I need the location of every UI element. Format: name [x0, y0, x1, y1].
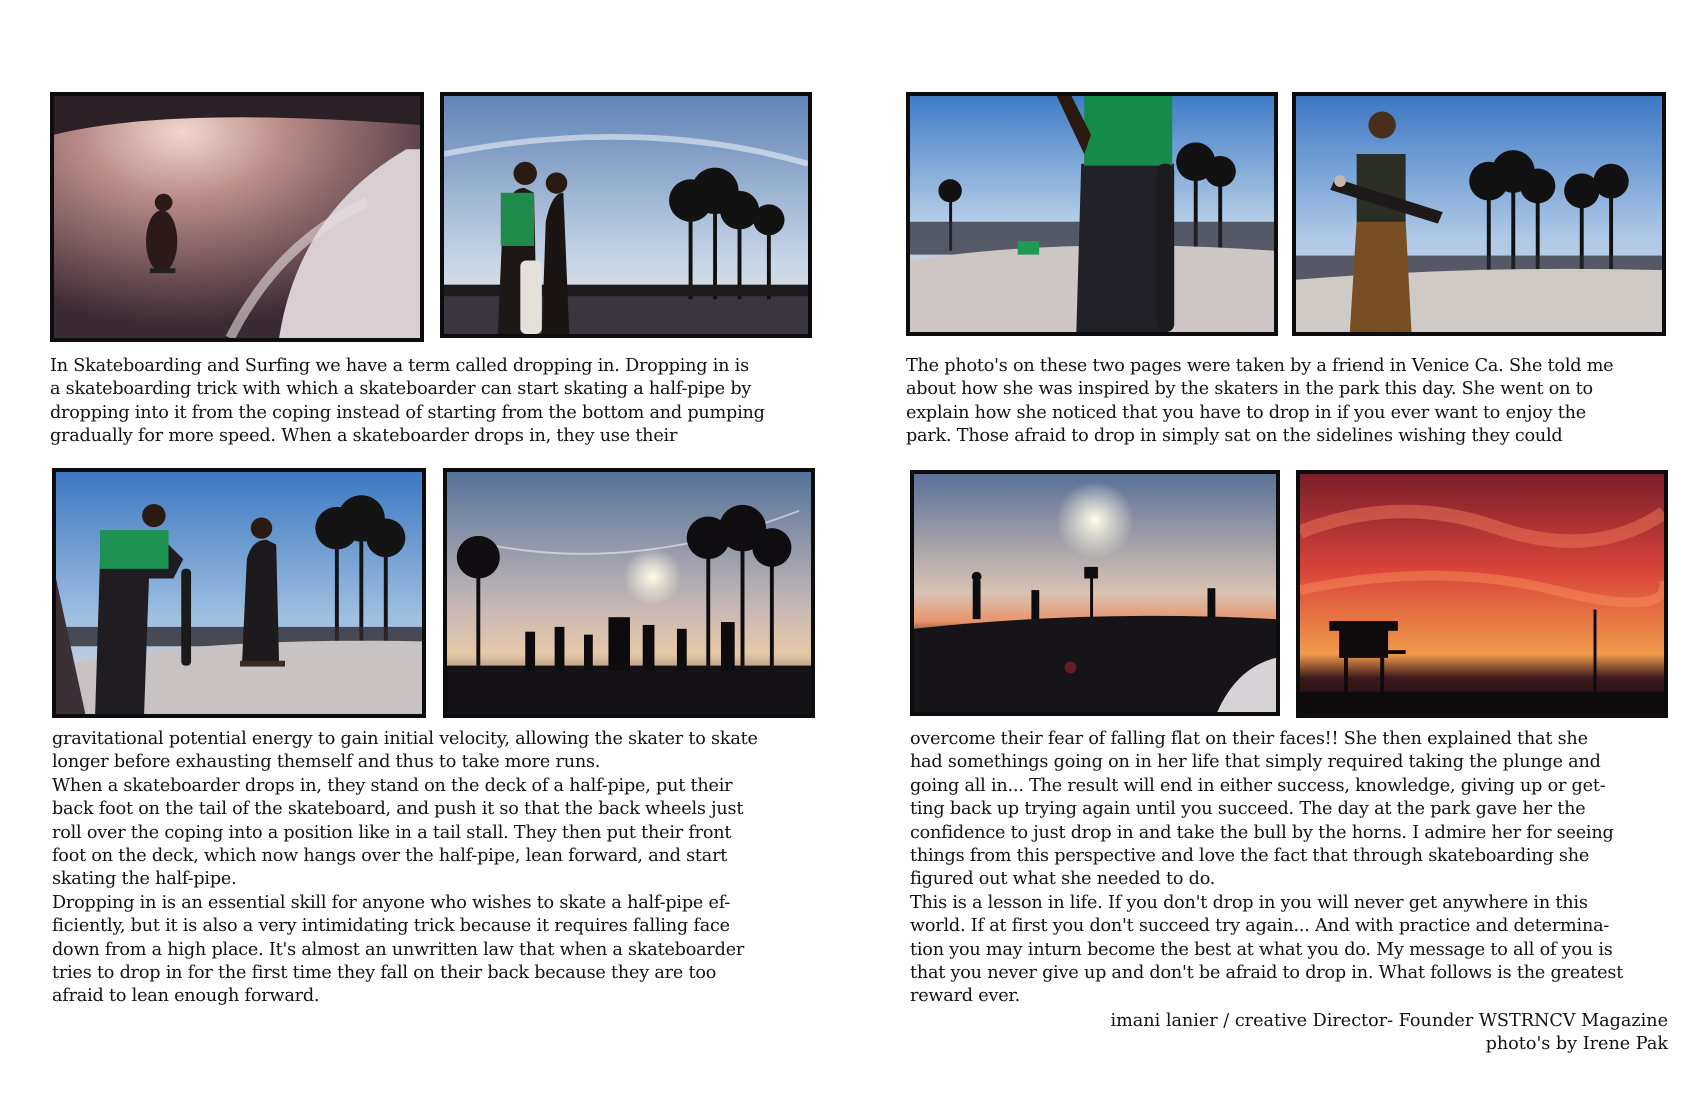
text-line: back foot on the tail of the skateboard, and push it so that the back wheels just [52, 799, 744, 820]
sunset-silhouettes-bowl-photo [910, 470, 1280, 716]
text-line: In Skateboarding and Surfing we have a term called dropping in. Dropping in is [50, 356, 749, 376]
text-line: When a skateboarder drops in, they stand on the deck of a half-pipe, put their [52, 775, 733, 796]
standing-skater-holding-board-photo [906, 92, 1278, 336]
text-line: overcome their fear of falling flat on their faces!! She then explained that she [910, 729, 1588, 749]
text-line: confidence to just drop in and take the bull by the horns. I admire her for seeing [910, 822, 1614, 843]
text-line: figured out what she needed to do. [910, 869, 1216, 890]
skater-dropping-in-crowd-photo [52, 468, 426, 718]
text-line: The photo's on these two pages were taken by a friend in Venice Ca. She told me [906, 356, 1614, 376]
left-text-top [50, 355, 765, 449]
silhouette-skaters-sunset-photo [443, 468, 815, 718]
skater-dropping-into-bowl-photo [50, 92, 424, 342]
text-line: reward ever. [910, 986, 1021, 1007]
text-line: explain how she noticed that you have to drop in if you ever want to enjoy the [906, 402, 1586, 423]
text-line: about how she was inspired by the skaters in the park this day. She went on to [906, 379, 1593, 400]
text-line: Dropping in is an essential skill for anyone who wishes to skate a half-pipe ef- [52, 892, 731, 913]
text-line: a skateboarding trick with which a skateboarder can start skating a half-pipe by [50, 379, 752, 400]
red-sky-lifeguard-tower-photo [1296, 470, 1668, 718]
right-text-top [906, 355, 1613, 449]
text-line: This is a lesson in life. If you don't drop in you will never get anywhere in this [910, 892, 1588, 913]
text-line: world. If at first you don't succeed try again... And with practice and determina- [910, 916, 1610, 937]
text-line: going all in... The result will end in either success, knowledge, giving up or get- [910, 775, 1606, 796]
text-line: tion you may inturn become the best at what you do. My message to all of you is [910, 939, 1613, 960]
text-line: ficiently, but it is also a very intimidating trick because it requires falling face [52, 916, 730, 937]
text-line: dropping into it from the coping instead of starting from the bottom and pumping [50, 402, 765, 423]
text-line: park. Those afraid to drop in simply sat on the sidelines wishing they could [906, 426, 1563, 447]
author-credit [1028, 1010, 1668, 1057]
text-line: had somethings going on in her life that simply required taking the plunge and [910, 752, 1601, 773]
text-line: things from this perspective and love the fact that through skateboarding she [910, 846, 1590, 867]
text-line: foot on the deck, which now hangs over the half-pipe, lean forward, and start [52, 846, 728, 867]
text-line: gradually for more speed. When a skateboarder drops in, they use their [50, 426, 678, 447]
text-line: roll over the coping into a position like in a tail stall. They then put their front [52, 822, 732, 843]
text-line: afraid to lean enough forward. [52, 986, 320, 1007]
text-line: longer before exhausting themself and thus to take more runs. [52, 752, 601, 773]
text-line: skating the half-pipe. [52, 869, 237, 890]
left-text-bottom [52, 728, 758, 1009]
photo-credit-line: photo's by Irene Pak [1485, 1034, 1668, 1055]
text-line: that you never give up and don't be afraid to drop in. What follows is the greatest [910, 963, 1624, 984]
text-line: ting back up trying again until you succeed. The day at the park gave her the [910, 799, 1586, 820]
right-text-bottom [910, 728, 1623, 1009]
text-line: tries to drop in for the first time they fall on their back because they are too [52, 963, 717, 984]
text-line: down from a high place. It's almost an unwritten law that when a skateboarder [52, 939, 745, 960]
two-skaters-green-shirt-photo [440, 92, 812, 338]
skater-carrying-board-palms-photo [1292, 92, 1666, 336]
author-credit-line: imani lanier / creative Director- Founder WSTRNCV Magazine [1110, 1011, 1668, 1031]
text-line: gravitational potential energy to gain initial velocity, allowing the skater to skate [52, 729, 758, 749]
